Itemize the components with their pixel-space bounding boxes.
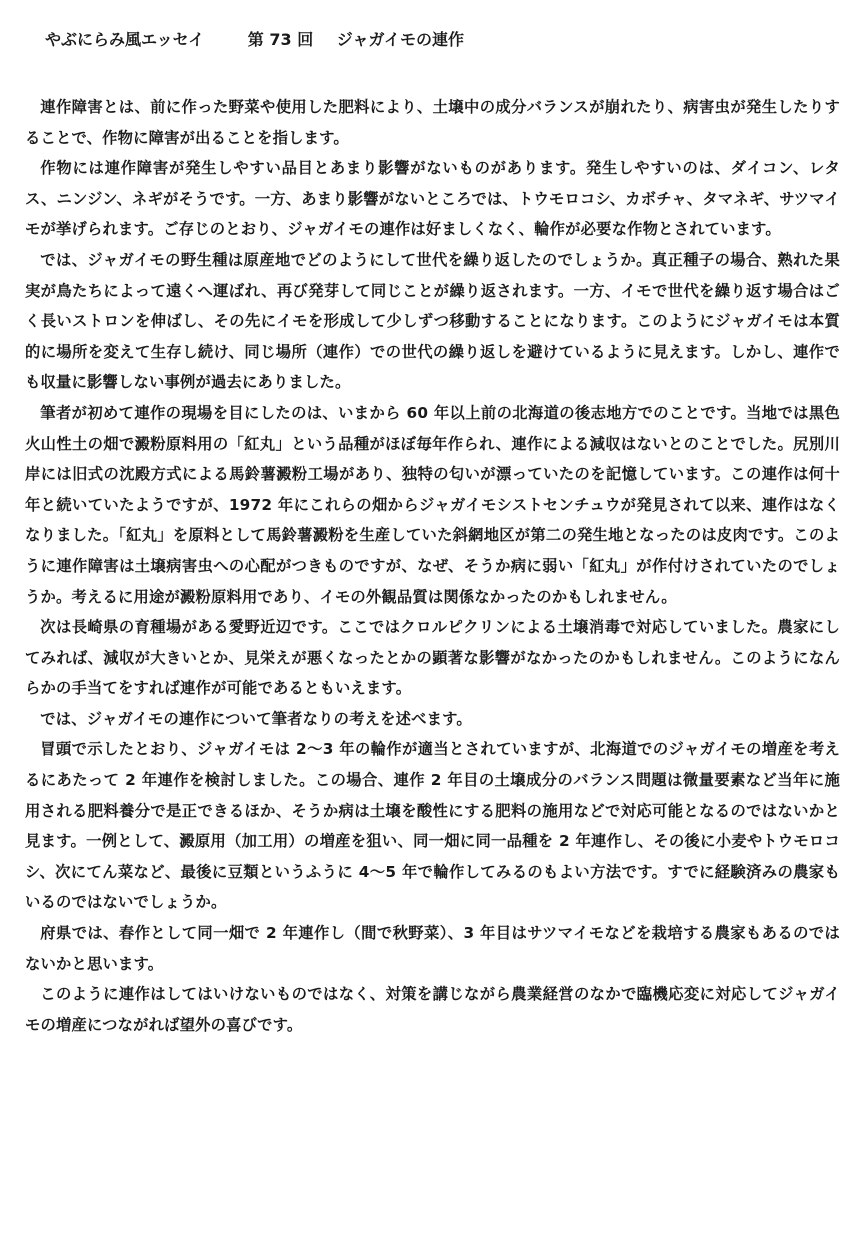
paragraph: では、ジャガイモの連作について筆者なりの考えを述べます。 xyxy=(40,709,472,728)
paragraph: では、ジャガイモの野生種は原産地でどのようにして世代を繰り返したのでしょうか。真正種子の場合、熟れた果実が鳥たちによって遠くへ運ばれ、再び発芽して同じことが繰り返されます。一方、イモで世代を繰り返す場合はごく長いストロンを伸ばし、その先にイモを形成して少しずつ移動することになります。このようにジャガイモは本質的に場所を変えて生存し続け、同じ場所（連作）での世代の繰り返しを避けているように見えます。しかし、連作でも収量に影響しない事例が過去にありました。 xyxy=(25,250,840,392)
series-title: やぶにらみ風エッセイ xyxy=(45,30,205,49)
essay-header xyxy=(45,20,835,60)
paragraph: 連作障害とは、前に作った野菜や使用した肥料により、土壌中の成分バランスが崩れたり、病害虫が発生したりすることで、作物に障害が出ることを指します。 xyxy=(25,98,840,147)
paragraph: 冒頭で示したとおり、ジャガイモは 2～3 年の輪作が適当とされていますが、北海道でのジャガイモの増産を考えるにあたって 2 年連作を検討しました。この場合、連作 2 年目の土壌成分のバランス問題は微量要素など当年に施用される肥料養分で是正できるほか、そうか病は土壌を酸性にする肥料の施用などで対応可能となるのではないかと見ます。一例として、澱原用（加工用）の増産を狙い、同一畑に同一品種を 2 年連作し、その後に小麦やトウモロコシ、次にてん菜など、最後に豆類というふうに 4～5 年で輪作してみるのもよい方法です。すでに経験済みの農家もいるのではないでしょうか。 xyxy=(25,740,840,912)
paragraph: 作物には連作障害が発生しやすい品目とあまり影響がないものがあります。発生しやすいのは、ダイコン、レタス、ニンジン、ネギがそうです。一方、あまり影響がないところでは、トウモロコシ、カボチャ、タマネギ、サツマイモが挙げられます。ご存じのとおり、ジャガイモの連作は好ましくなく、輪作が必要な作物とされています。 xyxy=(25,159,840,239)
paragraph: 筆者が初めて連作の現場を目にしたのは、いまから 60 年以上前の北海道の後志地方でのことです。当地では黒色火山性土の畑で澱粉原料用の「紅丸」という品種がほぼ毎年作られ、連作による減収はないとのことでした。尻別川岸には旧式の沈殿方式による馬鈴薯澱粉工場があり、独特の匂いが漂っていたのを記憶しています。この連作は何十年と続いていたようですが、1972 年にこれらの畑からジャガイモシストセンチュウが発見されて以来、連作はなくなりました。「紅丸」を原料として馬鈴薯澱粉を生産していた斜網地区が第二の発生地となったのは皮肉です。このように連作障害は土壌病害虫への心配がつきものですが、なぜ、そうか病に弱い「紅丸」が作付けされていたのでしょうか。考えるに用途が澱粉原料用であり、イモの外観品質は関係なかったのかもしれません。 xyxy=(25,403,840,606)
essay-title: ジャガイモの連作 xyxy=(336,30,464,49)
paragraph: 府県では、春作として同一畑で 2 年連作し（間で秋野菜）、3 年目はサツマイモなどを栽培する農家もあるのではないかと思います。 xyxy=(25,924,840,973)
episode-number: 第 73 回 xyxy=(247,30,314,49)
paragraph: このように連作はしてはいけないものではなく、対策を講じながら農業経営のなかで臨機応変に対応してジャガイモの増産につながれば望外の喜びです。 xyxy=(25,985,840,1034)
essay-body xyxy=(25,92,840,1040)
paragraph: 次は長崎県の育種場がある愛野近辺です。ここではクロルピクリンによる土壌消毒で対応していました。農家にしてみれば、減収が大きいとか、見栄えが悪くなったとかの顕著な影響がなかったのかもしれません。このようになんらかの手当てをすれば連作が可能であるともいえます。 xyxy=(25,618,840,698)
